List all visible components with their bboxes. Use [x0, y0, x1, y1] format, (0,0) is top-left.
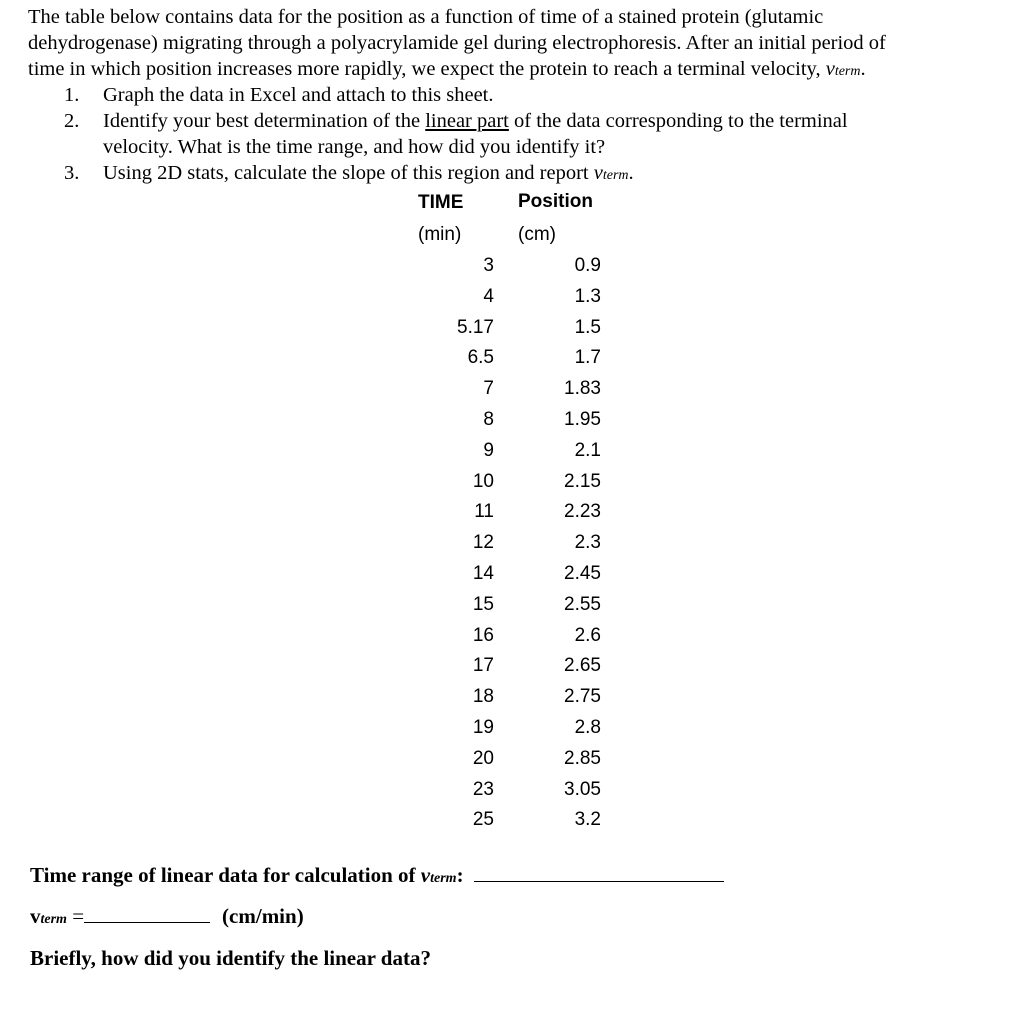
position-cell: 3.2 [574, 809, 601, 830]
position-cell: 2.45 [564, 563, 601, 584]
v-subscript: term [834, 64, 861, 79]
time-cell: 20 [472, 748, 494, 769]
equals-sign: = [66, 904, 85, 928]
position-cell: 2.23 [564, 501, 601, 522]
intro-line-1: The table below contains data for the position as a function of time of a stained protein (glutamic [28, 6, 824, 28]
question-text: Graph the data in Excel and attach to this sheet. [103, 84, 494, 106]
position-cell: 1.7 [574, 347, 601, 368]
v-subscript: term [40, 912, 67, 927]
time-cell: 17 [472, 655, 494, 676]
time-cell: 3 [483, 255, 494, 276]
time-cell: 10 [472, 471, 494, 492]
time-column-header: TIME [418, 192, 464, 213]
time-cell: 15 [472, 594, 494, 615]
question-number: 3. [64, 162, 80, 184]
position-cell: 3.05 [564, 779, 601, 800]
time-cell: 6.5 [467, 347, 494, 368]
question-text-line-1 [103, 108, 964, 134]
position-cell: 1.5 [574, 317, 601, 338]
position-cell: 2.3 [574, 532, 601, 553]
time-range-answer-line [30, 863, 724, 888]
question-number: 2. [64, 110, 80, 132]
position-cell: 2.75 [564, 686, 601, 707]
position-cell: 1.95 [564, 409, 601, 430]
question-2 [64, 108, 964, 160]
intro-line-2: dehydrogenase) migrating through a polyacrylamide gel during electrophoresis. After an initial period of [28, 32, 886, 54]
v-subscript: term [430, 871, 457, 886]
time-cell: 5.17 [457, 317, 494, 338]
position-cell: 1.3 [574, 286, 601, 307]
question-text-line-2: velocity. What is the time range, and how did you identify it? [103, 136, 606, 158]
position-column-header: Position [518, 191, 593, 212]
time-range-label: Time range of linear data for calculation of [30, 863, 421, 887]
question-number: 1. [64, 84, 80, 106]
v-symbol: v [420, 863, 431, 887]
question-1 [64, 82, 964, 108]
time-cell: 23 [472, 779, 494, 800]
position-cell: 2.15 [564, 471, 601, 492]
question-text-post: of the data corresponding to the terminal [508, 110, 848, 132]
linear-part-underlined: linear part [425, 110, 509, 132]
vterm-units: (cm/min) [222, 904, 304, 928]
time-cell: 9 [483, 440, 494, 461]
time-cell: 19 [472, 717, 494, 738]
vterm-blank[interactable] [84, 922, 210, 923]
position-cell: 1.83 [564, 378, 601, 399]
position-cell: 2.8 [574, 717, 601, 738]
vterm-answer-line [30, 904, 304, 929]
question-list [64, 82, 964, 189]
time-unit-label: (min) [418, 224, 462, 245]
v-subscript: term [602, 168, 629, 183]
time-cell: 11 [474, 501, 494, 522]
question-text-pre: Using 2D stats, calculate the slope of this region and report [103, 162, 594, 184]
position-cell: 0.9 [574, 255, 601, 276]
position-unit-label: (cm) [518, 224, 556, 245]
time-cell: 4 [483, 286, 494, 307]
identify-question: Briefly, how did you identify the linear data? [30, 946, 431, 970]
time-range-blank[interactable] [474, 881, 724, 882]
v-symbol: v [825, 58, 835, 80]
intro-line-3 [28, 56, 998, 85]
position-cell: 2.6 [574, 625, 601, 646]
time-range-colon: : [456, 863, 464, 887]
question-text-pre: Identify your best determination of the [103, 110, 426, 132]
position-cell: 2.65 [564, 655, 601, 676]
position-cell: 2.55 [564, 594, 601, 615]
intro-paragraph [28, 4, 998, 85]
question-3 [64, 160, 964, 189]
v-symbol: v [593, 162, 603, 184]
time-cell: 18 [472, 686, 494, 707]
intro-line-3-text: time in which position increases more rapidly, we expect the protein to reach a terminal velocity, [28, 58, 826, 80]
time-cell: 16 [472, 625, 494, 646]
time-cell: 25 [472, 809, 494, 830]
time-cell: 14 [472, 563, 494, 584]
position-cell: 2.85 [564, 748, 601, 769]
time-cell: 7 [483, 378, 494, 399]
position-cell: 2.1 [574, 440, 601, 461]
time-cell: 12 [472, 532, 494, 553]
intro-line-3-end: . [860, 58, 866, 80]
v-symbol: v [30, 904, 41, 928]
question-text [103, 160, 964, 189]
time-cell: 8 [483, 409, 494, 430]
question-text-end: . [628, 162, 634, 184]
